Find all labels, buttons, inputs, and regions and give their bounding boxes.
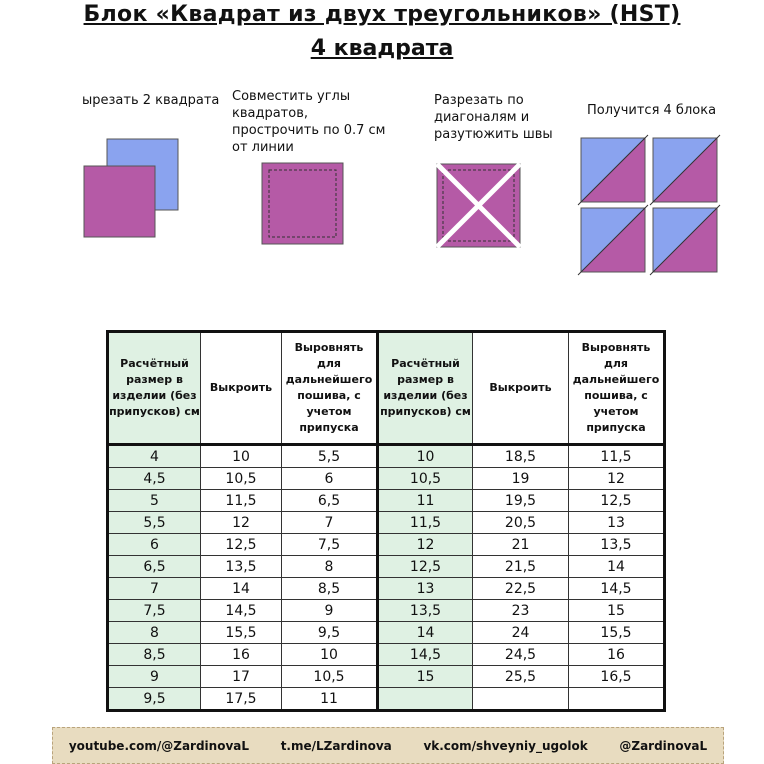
table-cell: 11	[378, 490, 473, 512]
table-cell: 14	[201, 578, 282, 600]
table-cell: 15	[569, 600, 665, 622]
table-cell: 12,5	[378, 556, 473, 578]
table-row	[108, 445, 665, 468]
table-cell: 19,5	[473, 490, 569, 512]
steps-illustration	[0, 0, 764, 330]
table-cell: 21	[473, 534, 569, 556]
table-cell: 19	[473, 468, 569, 490]
table-cell: 12	[569, 468, 665, 490]
table-cell: 11,5	[201, 490, 282, 512]
table-cell: 16	[569, 644, 665, 666]
table-cell: 14,5	[569, 578, 665, 600]
table-cell: 13,5	[201, 556, 282, 578]
table-cell: 9	[108, 666, 201, 688]
table-row	[108, 644, 665, 666]
step-3-cut-square	[437, 164, 520, 247]
table-cell: 13,5	[569, 534, 665, 556]
table-row	[108, 688, 665, 711]
table-cell: 10	[201, 445, 282, 468]
title-line-1: Блок «Квадрат из двух треугольников» (HST)	[83, 2, 681, 27]
table-cell: 22,5	[473, 578, 569, 600]
table-cell: 8	[108, 622, 201, 644]
table-cell: 13,5	[378, 600, 473, 622]
table-cell: 15,5	[569, 622, 665, 644]
table-cell: 5,5	[282, 445, 378, 468]
vk-link[interactable]: vk.com/shveyniy_ugolok	[423, 738, 588, 753]
table-header-row	[108, 332, 665, 445]
hst-block-1	[578, 135, 648, 205]
table-cell: 9,5	[282, 622, 378, 644]
step-2-stitched-square	[262, 163, 343, 244]
table-cell: 13	[569, 512, 665, 534]
table-cell: 5,5	[108, 512, 201, 534]
table-row	[108, 666, 665, 688]
hst-block-4	[650, 205, 720, 275]
table-cell: 14	[378, 622, 473, 644]
header-cut-left: Выкроить	[201, 332, 282, 445]
table-row	[108, 622, 665, 644]
table-cell: 24	[473, 622, 569, 644]
header-cut-right: Выкроить	[473, 332, 569, 445]
table-cell: 23	[473, 600, 569, 622]
table-cell: 4,5	[108, 468, 201, 490]
header-calc-size-left: Расчётный размер в изделии (без припусков) см	[108, 332, 201, 445]
size-table	[106, 330, 666, 712]
table-cell	[569, 688, 665, 711]
table-cell: 8	[282, 556, 378, 578]
table-cell: 6	[282, 468, 378, 490]
table-cell: 10,5	[378, 468, 473, 490]
table-row	[108, 600, 665, 622]
step-4-text: Получится 4 блока	[587, 103, 717, 118]
table-cell: 25,5	[473, 666, 569, 688]
table-row	[108, 468, 665, 490]
table-cell: 7,5	[282, 534, 378, 556]
step-2-text: Совместить углы квадратов, прострочить по 0.7 см от линии	[232, 89, 386, 155]
table-row	[108, 512, 665, 534]
table-cell: 16,5	[569, 666, 665, 688]
table-cell: 11,5	[569, 445, 665, 468]
table-cell: 6,5	[108, 556, 201, 578]
table-cell: 15,5	[201, 622, 282, 644]
hst-block-3	[578, 205, 648, 275]
step-4-hst-blocks	[578, 135, 720, 275]
table-cell: 10	[282, 644, 378, 666]
table-cell: 6,5	[282, 490, 378, 512]
table-cell: 20,5	[473, 512, 569, 534]
table-cell: 12	[201, 512, 282, 534]
step-1-text: ырезать 2 квадрата	[82, 93, 220, 108]
footer-links-bar	[52, 727, 724, 764]
table-cell: 16	[201, 644, 282, 666]
table-cell: 8,5	[282, 578, 378, 600]
table-cell: 6	[108, 534, 201, 556]
table-cell: 9,5	[108, 688, 201, 711]
table-cell: 24,5	[473, 644, 569, 666]
title-line-2: 4 квадрата	[310, 36, 454, 61]
table-cell: 10,5	[201, 468, 282, 490]
table-cell: 14,5	[201, 600, 282, 622]
table-cell: 11	[282, 688, 378, 711]
table-cell: 14	[569, 556, 665, 578]
table-cell: 12	[378, 534, 473, 556]
table-cell: 7,5	[108, 600, 201, 622]
table-cell	[473, 688, 569, 711]
table-cell: 12,5	[569, 490, 665, 512]
table-cell: 7	[282, 512, 378, 534]
size-table-body	[108, 332, 665, 711]
table-cell: 4	[108, 445, 201, 468]
table-cell: 5	[108, 490, 201, 512]
youtube-link[interactable]: youtube.com/@ZardinovaL	[68, 738, 250, 753]
table-cell	[378, 688, 473, 711]
handle-text: @ZardinovaL	[619, 738, 708, 753]
table-row	[108, 578, 665, 600]
table-cell: 12,5	[201, 534, 282, 556]
table-cell: 8,5	[108, 644, 201, 666]
table-cell: 11,5	[378, 512, 473, 534]
table-cell: 10,5	[282, 666, 378, 688]
table-cell: 10	[378, 445, 473, 468]
header-trim-left: Выровнять для дальнейшего пошива, с учетом припуска	[282, 332, 378, 445]
table-cell: 13	[378, 578, 473, 600]
table-row	[108, 534, 665, 556]
table-row	[108, 490, 665, 512]
table-cell: 14,5	[378, 644, 473, 666]
table-cell: 21,5	[473, 556, 569, 578]
telegram-link[interactable]: t.me/LZardinova	[280, 738, 392, 753]
header-calc-size-right: Расчётный размер в изделии (без припусков) см	[378, 332, 473, 445]
table-cell: 15	[378, 666, 473, 688]
table-cell: 18,5	[473, 445, 569, 468]
step-3-text: Разрезать по диагоналям и разутюжить швы	[434, 93, 553, 142]
table-cell: 17,5	[201, 688, 282, 711]
step-1-two-squares	[84, 139, 178, 237]
table-cell: 7	[108, 578, 201, 600]
table-cell: 9	[282, 600, 378, 622]
table-cell: 17	[201, 666, 282, 688]
header-trim-right: Выровнять для дальнейшего пошива, с учетом припуска	[569, 332, 665, 445]
table-row	[108, 556, 665, 578]
hst-block-2	[650, 135, 720, 205]
